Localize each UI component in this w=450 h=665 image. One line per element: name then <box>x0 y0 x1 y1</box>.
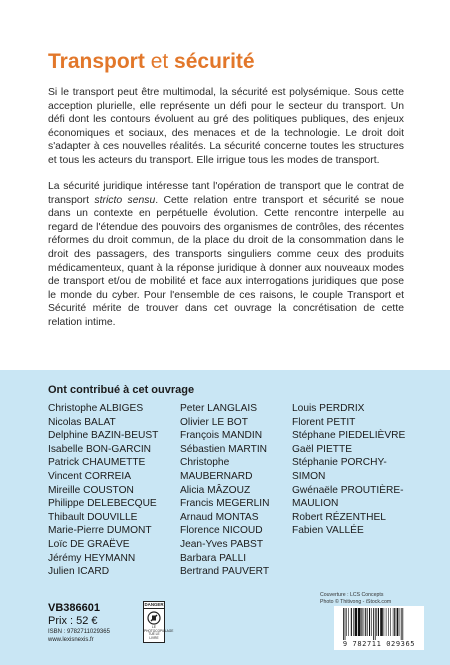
barcode-bar <box>353 608 354 636</box>
contributor-name: Barbara PALLI <box>180 552 247 564</box>
contributor-name: Stéphanie PORCHY- SIMON <box>292 457 387 482</box>
contributor-name: Peter LANGLAIS <box>180 403 258 414</box>
barcode-bar <box>393 608 394 636</box>
contributors-column-2 <box>180 402 288 579</box>
contributor-name: Philippe DELEBECQUE <box>48 498 157 510</box>
contributor-name: Loïc DE GRAËVE <box>48 538 130 550</box>
title-part-securite: sécurité <box>174 50 255 73</box>
contributor-name: Sébastien MARTIN <box>180 443 268 455</box>
contributor-name: Fabien VALLÉE <box>292 525 364 537</box>
contributor-name: Gaël PIETTE <box>292 443 353 455</box>
contributors-column-1 <box>48 402 178 579</box>
barcode-bar <box>388 608 389 636</box>
danger-label: DANGER <box>144 602 164 607</box>
paragraph2-part-b: . Cette relation entre transport et sécurité se noue dans un contexte en perpétuelle évolution. Cette rencontre interpelle au regard de l'étendue des pouvoirs des organismes de contrôles, des récentes réformes du droit commun, de la place du droit de la consommation dans le droit des passagers, des transports singuliers comme ceux des produits médicamenteux, quant à la réponse juridique à donner aux nouveaux modes de transport et/ou de mobilité et face aux interrogations juridiques que pose le monde du cyber. Pour l'ensemble de ces raisons, le couple Transport et Sécurité mérite de trouver dans cet ouvrage la concrétisation de cette relation intime. <box>48 194 404 328</box>
description-paragraph-1: Si le transport peut être multimodal, la sécurité est polysémique. Sous cette acception plurielle, elle représente un défi pour le secteur du transport. Un défi dont les contours évoluent au gré des politiques publiques, des enjeux économiques et sociaux, des menaces et de la technologie. Le droit doit s'adapter à ces nouvelles réalités. La sécurité concerne toutes les structures et tous les acteurs du transport. Elle irrigue tous les modes de transport. <box>48 87 404 166</box>
barcode-bar <box>356 608 357 636</box>
contributor-name: Bertrand PAUVERT <box>180 566 270 578</box>
barcode-bar <box>367 608 368 636</box>
barcode <box>334 606 424 650</box>
contributor-name: Julien ICARD <box>48 566 110 578</box>
credit-cover: Couverture : LCS Concepts <box>320 592 384 598</box>
title-part-transport: Transport <box>48 50 145 73</box>
barcode-bar <box>359 608 360 636</box>
contributor-name: Francis MEGERLIN <box>180 498 270 510</box>
barcode-bar <box>384 608 385 636</box>
barcode-bar <box>390 608 391 636</box>
product-code: VB386601 <box>48 602 100 614</box>
barcode-bar <box>375 608 376 640</box>
contributor-name: François MANDIN <box>180 430 263 442</box>
contributors-column-3 <box>292 402 422 538</box>
contributor-name: Nicolas BALAT <box>48 416 116 428</box>
product-isbn: ISBN : 9782711029365 <box>48 629 110 635</box>
contributor-name: Christophe ALBIGES <box>48 403 144 414</box>
contributor-name: Stéphane PIEDELIÈVRE <box>292 430 406 442</box>
contributor-name: Robert RÉZENTHEL <box>292 511 386 523</box>
contributor-name: Christophe MAUBERNARD <box>180 457 253 482</box>
barcode-bar <box>358 608 360 636</box>
barcode-bar <box>345 608 346 640</box>
contributor-name: Gwénaële PROUTIÈRE- MAULION <box>292 484 404 510</box>
paragraph2-part-a: La sécurité juridique intéresse tant l'opération de transport que le contrat de transport <box>48 181 404 206</box>
barcode-bar <box>394 608 395 636</box>
paragraph2-italic: stricto sensu <box>94 194 156 206</box>
barcode-bar <box>343 608 344 640</box>
barcode-bar <box>346 608 347 636</box>
contributor-name: Florent PETIT <box>292 416 356 428</box>
contributor-name: Olivier LE BOT <box>180 416 248 428</box>
barcode-bar <box>402 608 403 640</box>
contributor-name: Jean-Yves PABST <box>180 538 264 550</box>
barcode-bar <box>365 608 366 636</box>
barcode-bar <box>361 608 362 636</box>
contributor-name: Thibault DOUVILLE <box>48 511 138 523</box>
title-part-et: et <box>144 50 175 73</box>
barcode-bar <box>369 608 370 636</box>
contributor-name: Mireille COUSTON <box>48 484 134 496</box>
danger-photocopy-icon <box>143 601 174 643</box>
barcode-bar <box>386 608 387 636</box>
cover-credits <box>320 592 391 606</box>
contributor-name: Arnaud MONTAS <box>180 511 259 523</box>
contributor-name: Isabelle BON-GARCIN <box>48 443 152 455</box>
barcode-bar <box>373 608 374 640</box>
page-title <box>48 50 255 74</box>
barcode-bar <box>364 608 365 636</box>
publisher-url: www.lexisnexis.fr <box>48 637 94 643</box>
barcode-bar <box>371 608 372 636</box>
contributor-name: Delphine BAZIN-BEUST <box>48 430 159 442</box>
danger-caption: LE PHOTOCOPILLAGE TUE LE LIVRE <box>144 625 174 640</box>
barcode-bar <box>348 608 349 636</box>
contributor-name: Alicia MÂZOUZ <box>180 484 251 496</box>
barcode-bar <box>355 608 357 636</box>
contributor-name: Vincent CORREIA <box>48 470 132 482</box>
barcode-bar <box>397 608 399 636</box>
barcode-bar <box>399 608 400 636</box>
contributor-name: Louis PERDRIX <box>292 403 365 414</box>
contributor-name: Florence NICOUD <box>180 525 263 537</box>
danger-skull-graphic <box>147 611 161 625</box>
barcode-digits: 9 782711 029365 <box>342 640 416 648</box>
barcode-bar <box>380 608 382 636</box>
barcode-bar <box>401 608 402 640</box>
product-price: Prix : 52 € <box>48 615 98 627</box>
contributor-name: Patrick CHAUMETTE <box>48 457 146 469</box>
barcode-bar <box>378 608 379 636</box>
description-paragraph-2 <box>48 180 404 330</box>
barcode-graphic <box>342 608 416 640</box>
barcode-bar <box>376 608 377 636</box>
barcode-bar <box>382 608 383 636</box>
contributor-name: Marie-Pierre DUMONT <box>48 525 152 537</box>
contributor-name: Jérémy HEYMANN <box>48 552 136 564</box>
barcode-bar <box>351 608 352 636</box>
price-block <box>48 602 110 644</box>
contributors-title: Ont contribué à cet ouvrage <box>48 384 195 396</box>
credit-photo: Photo © Thitivong - iStock.com <box>320 599 392 605</box>
